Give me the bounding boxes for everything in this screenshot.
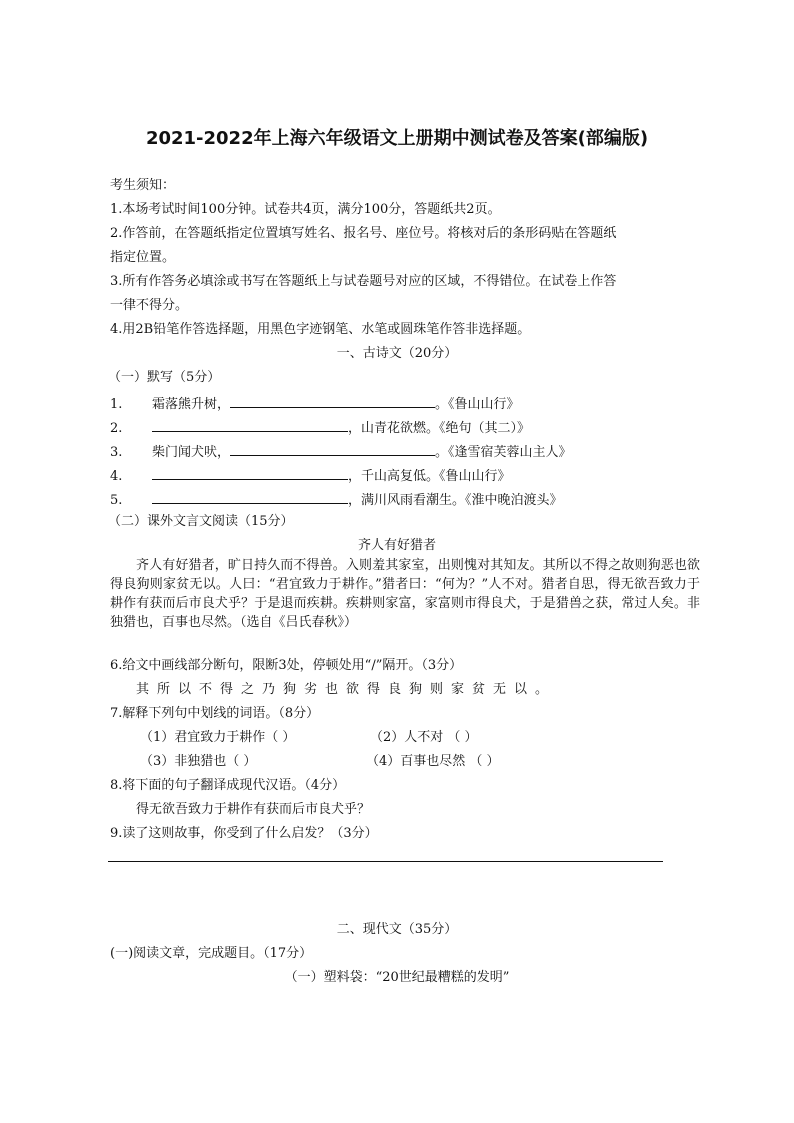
item-post: 。《鲁山山行》: [435, 397, 520, 412]
answer-blank[interactable]: [230, 394, 435, 408]
notice-heading: 考生须知：: [110, 178, 176, 193]
answer-blank[interactable]: [152, 490, 348, 504]
notice-item: 4.用2B铅笔作答选择题，用黑色字迹钢笔、水笔或圆珠笔作答非选择题。: [110, 322, 531, 337]
dictation-item: [110, 490, 563, 509]
q7-item: （4）百事也尽然 （ ）: [366, 754, 500, 769]
item-number: 5.: [110, 493, 123, 508]
notice-item: 2.作答前，在答题纸指定位置填写姓名、报名号、座位号。将核对后的条形码贴在答题纸: [110, 226, 617, 241]
item-number: 4.: [110, 469, 123, 484]
q7-item: （2）人不对 （ ）: [370, 730, 478, 745]
answer-line[interactable]: [108, 861, 663, 862]
question-6: 6.给文中画线部分断句，限断3处，停顿处用“/”隔开。（3分）: [110, 658, 463, 673]
section-heading: 一、古诗文（20分）: [336, 346, 458, 361]
q8-sentence: 得无欲吾致力于耕作有获而后市良犬乎？: [136, 802, 371, 817]
answer-blank[interactable]: [152, 418, 348, 432]
dictation-item: [110, 442, 572, 461]
dictation-item: [110, 418, 530, 437]
part-heading: (一)阅读文章，完成题目。（17分）: [110, 946, 313, 961]
item-post: ，千山高复低。《鲁山山行》: [348, 469, 511, 484]
item-post: 。《逢雪宿芙蓉山主人》: [435, 445, 572, 460]
notice-item: 1.本场考试时间100分钟。试卷共4页，满分100分，答题纸共2页。: [110, 202, 501, 217]
passage-title: 齐人有好猎者: [357, 538, 436, 553]
dictation-item: [110, 466, 511, 485]
dictation-item: [110, 394, 520, 413]
passage-text: 齐人有好猎者，旷日持久而不得兽。入则羞其家室，出则愧对其知友。其所以不得之故则狗恶也欲得良狗则家贫无以。人曰：“君宜致力于耕作。”猎者曰：“何为？”人不对。猎者自思，得无欲吾致力于耕作有获而后市良犬乎？于是退而疾耕。疾耕则家富，家富则市得良犬，于是猎兽之获，常过人矣。非独猎也，百事也尽然。（选自《吕氏春秋》）: [110, 558, 700, 630]
answer-blank[interactable]: [230, 442, 435, 456]
section-heading: 二、现代文（35分）: [336, 922, 458, 937]
item-pre: 柴门闻犬吠，: [152, 445, 231, 460]
question-8: 8.将下面的句子翻译成现代汉语。（4分）: [110, 778, 346, 793]
part-heading: （二）课外文言文阅读（15分）: [108, 514, 294, 529]
item-number: 3.: [110, 445, 123, 460]
item-number: 2.: [110, 421, 123, 436]
q6-sentence: 其所以不得之乃狗劣也欲得良狗则家贫无以。: [136, 682, 557, 697]
article-title: （一）塑料袋：“20世纪最糟糕的发明”: [284, 970, 510, 985]
q7-item: （3）非独猎也（ ）: [140, 754, 257, 769]
page-title: 2021-2022年上海六年级语文上册期中测试卷及答案(部编版): [145, 128, 649, 149]
question-7: 7.解释下列句中划线的词语。（8分）: [110, 706, 320, 721]
item-pre: 霜落熊升树，: [152, 397, 231, 412]
item-post: ，山青花欲燃。《绝句（其二）》: [348, 421, 531, 436]
question-9: 9.读了这则故事，你受到了什么启发？（3分）: [110, 826, 378, 841]
answer-blank[interactable]: [152, 466, 348, 480]
q7-item: （1）君宜致力于耕作（ ）: [140, 730, 296, 745]
notice-item: 一律不得分。: [110, 298, 189, 313]
notice-item: 指定位置。: [110, 250, 176, 265]
item-number: 1.: [110, 397, 123, 412]
item-post: ，满川风雨看潮生。《淮中晚泊渡头》: [348, 493, 563, 508]
notice-item: 3.所有作答务必填涂或书写在答题纸上与试卷题号对应的区域，不得错位。在试卷上作答: [110, 274, 617, 289]
part-heading: （一）默写（5分）: [108, 370, 221, 385]
